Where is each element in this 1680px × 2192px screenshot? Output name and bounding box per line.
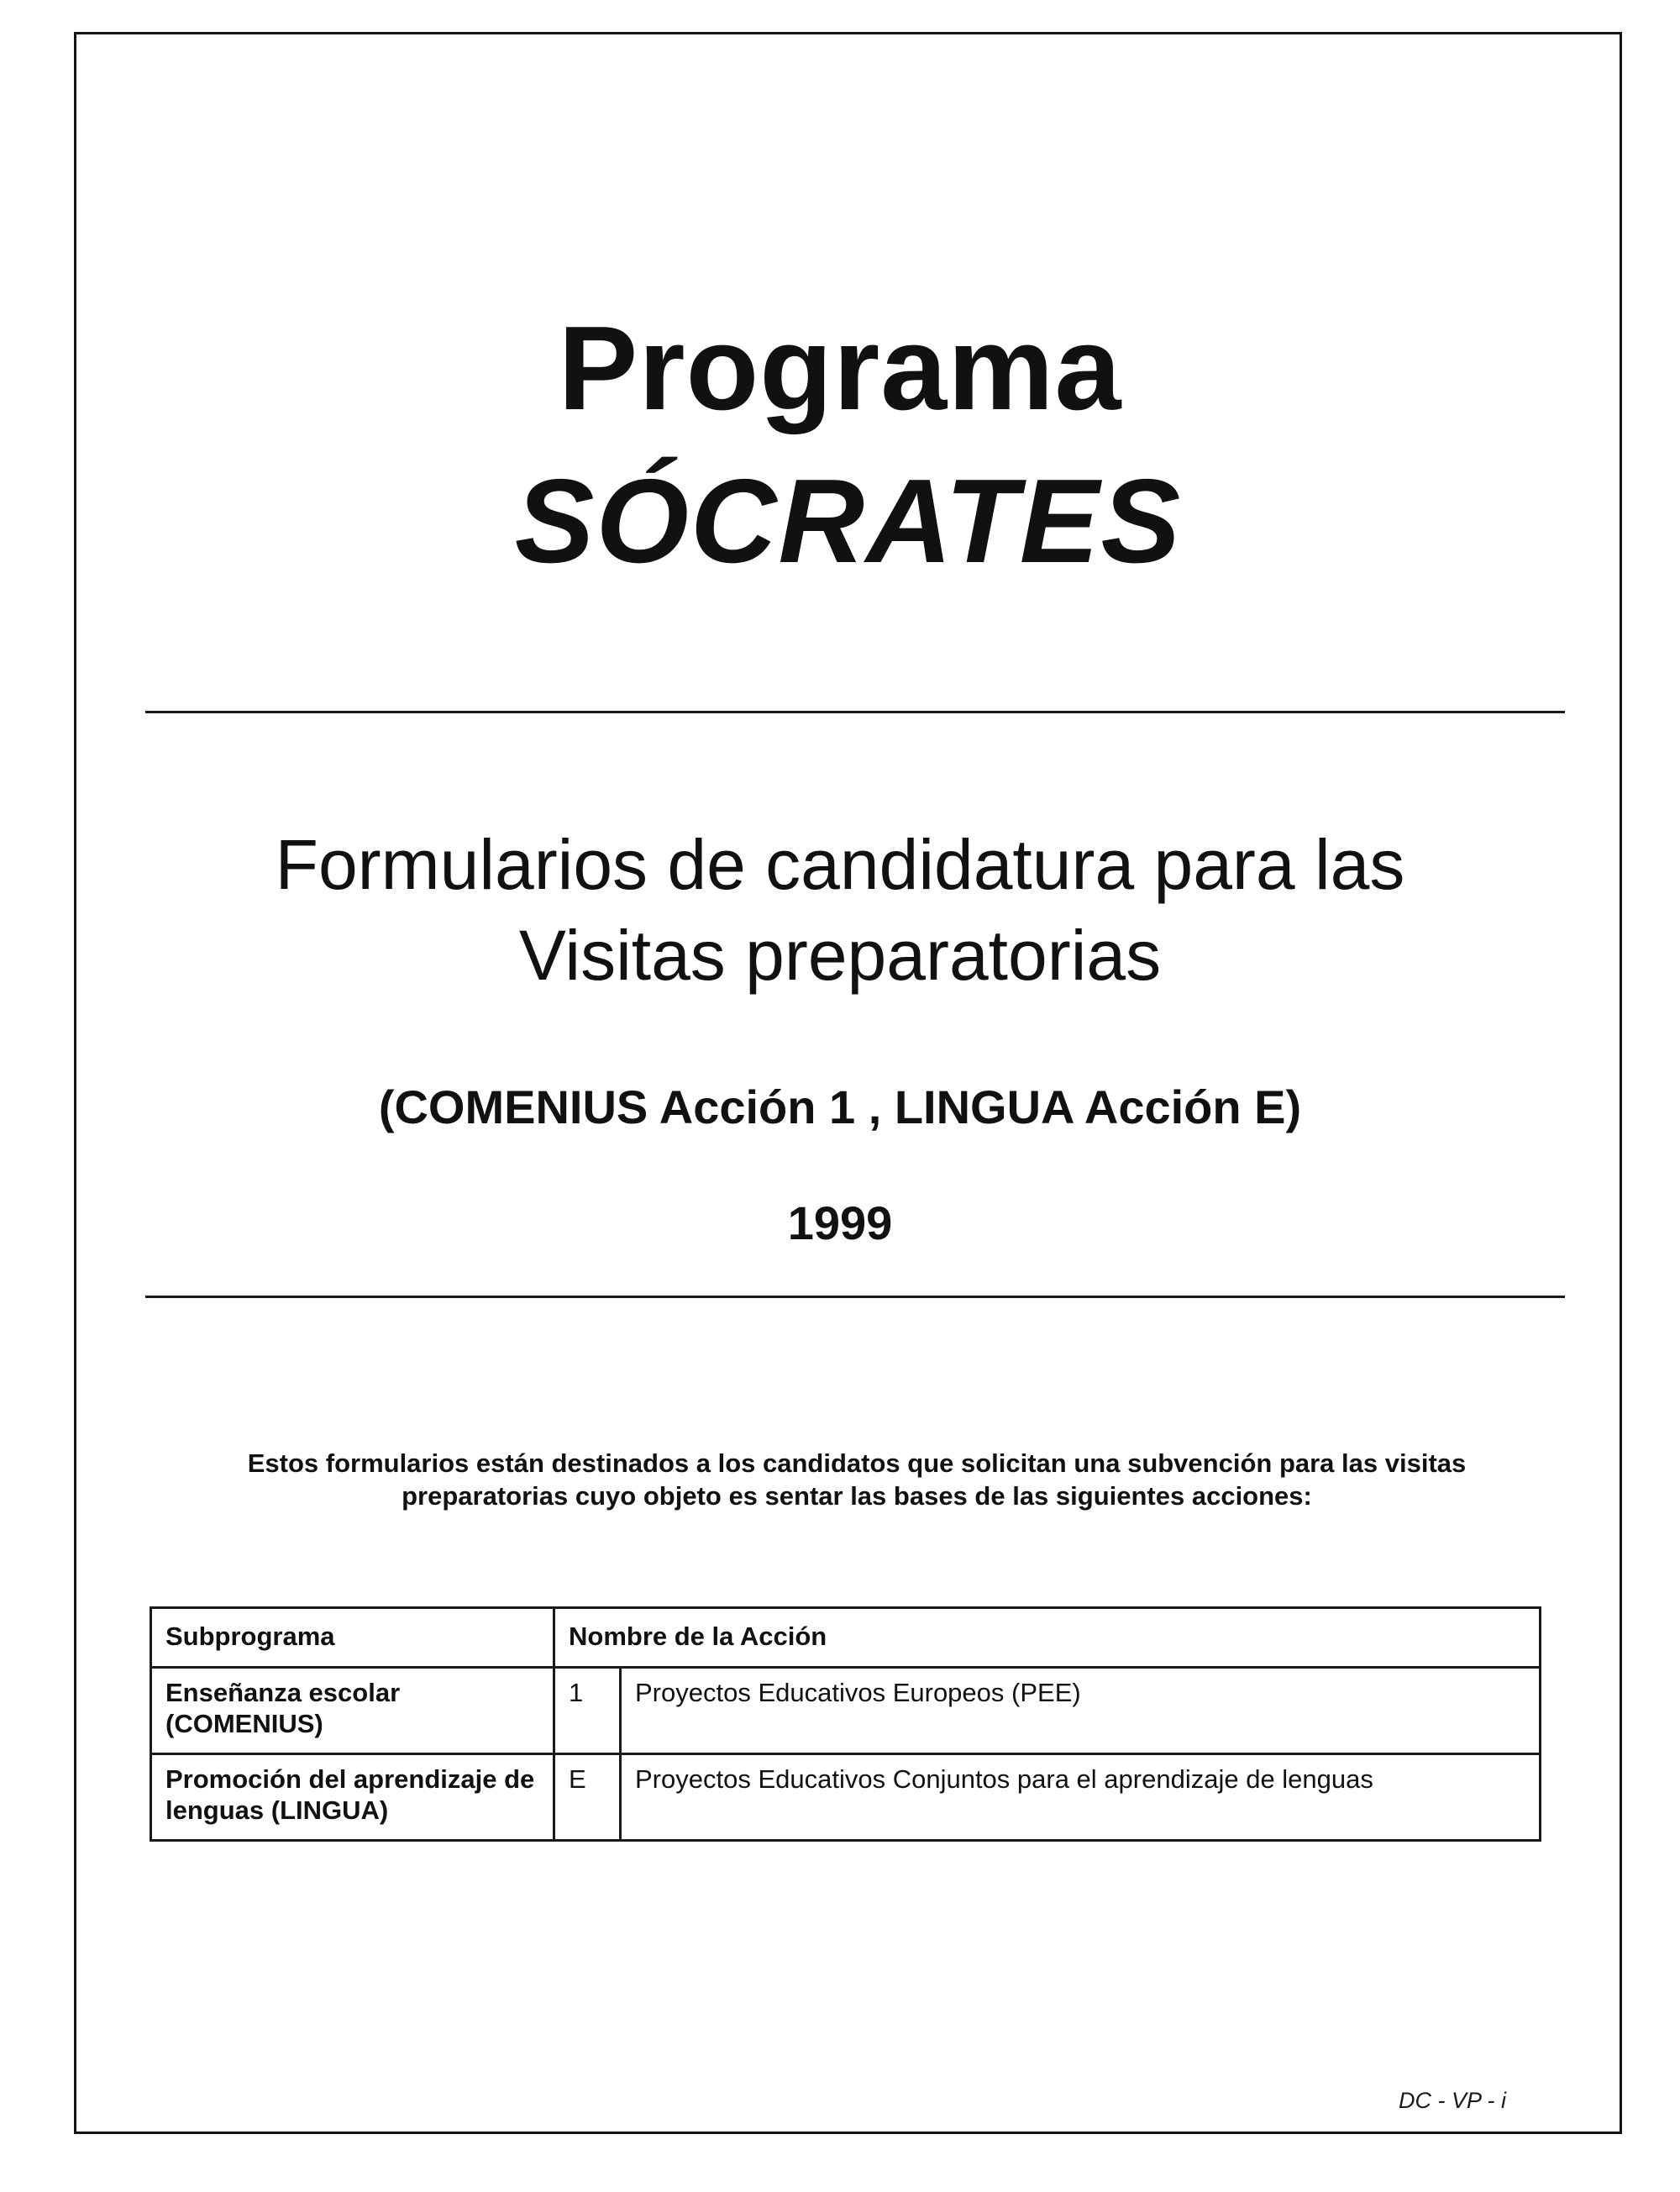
table-row [151,1668,1541,1754]
footer-document-code: DC - VP - i [1399,2088,1506,2113]
cell-code: 1 [554,1668,621,1754]
cell-code: E [554,1754,621,1841]
divider-bottom [145,1296,1565,1298]
divider-top [145,711,1565,713]
actions-line: (COMENIUS Acción 1 , LINGUA Acción E) [378,1080,1302,1133]
table-header-row [151,1608,1541,1668]
subtitle-line1: Formularios de candidatura para las [275,825,1405,904]
title-socrates: SÓCRATES [514,455,1183,588]
cell-action-name: Proyectos Educativos Conjuntos para el aprendizaje de lenguas [621,1754,1541,1841]
intro-paragraph: Estos formularios están destinados a los candidatos que solicitan una subvención para las visitas preparatorias cuyo objeto es sentar las bases de las siguientes acciones: [247,1448,1467,1511]
cell-subprogram: Enseñanza escolar (COMENIUS) [151,1668,554,1754]
title-programa: Programa [558,302,1122,435]
cell-action-name: Proyectos Educativos Europeos (PEE) [621,1668,1541,1754]
actions-table [150,1606,1541,1842]
table-row [151,1754,1541,1841]
subtitle [0,819,1680,1001]
header-subprogram: Subprograma [151,1608,554,1668]
subtitle-line2: Visitas preparatorias [518,916,1162,995]
header-action-name: Nombre de la Acción [554,1608,1541,1668]
cell-subprogram: Promoción del aprendizaje de lenguas (LINGUA) [151,1754,554,1841]
year: 1999 [787,1196,893,1249]
